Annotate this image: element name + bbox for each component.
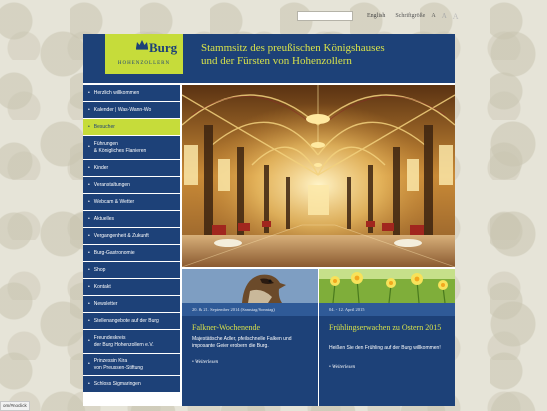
daffodils-picture [319,269,455,303]
logo-word: Burg [149,40,178,55]
read-more-link[interactable] [329,365,355,370]
bullet-icon: • [88,90,90,96]
sidebar-item-newsletter[interactable] [83,296,180,312]
hero-image [182,85,455,267]
card-date: 20. & 21. September 2014 (Samstag/Sonntag) [182,303,318,316]
page-tagline [201,42,385,68]
news-card-ostern [319,269,455,406]
card-title[interactable]: Frühlingserwachen zu Ostern 2015 [329,323,442,332]
font-size-medium-button[interactable]: A [441,12,447,20]
page-container [83,34,455,406]
gothic-hall-picture [182,85,455,267]
sidebar-item-prinzessin-kira[interactable] [83,354,180,375]
sidebar-item-label: Stellenangebote auf der Burg [93,318,159,324]
logo[interactable] [105,34,183,74]
tagline-line-1: Stammsitz des preußischen Königshauses [201,42,385,54]
sidebar-item-kalender[interactable] [83,102,180,118]
sidebar-item-label: Burg-Gastronomie [93,250,135,256]
bullet-icon: • [88,381,90,387]
card-body: Heißen Sie den Frühling auf der Burg willkommen! [329,345,441,351]
bullet-icon: • [88,216,90,222]
sidebar-item-label: Aktuelles [93,216,115,222]
header [83,34,455,83]
bullet-icon: • [88,301,90,307]
card-body: Majestätische Adler, pfeilschnelle Falken und imposante Geier erobern die Burg. [192,336,292,349]
bullet-icon: • [329,365,333,370]
bullet-icon: • [88,284,90,290]
sidebar-item-label: Shop [93,267,106,273]
sidebar-item-gastronomie[interactable] [83,245,180,261]
falcon-picture [182,269,318,303]
news-card-falkner [182,269,318,406]
card-date: 04. - 12. April 2015 [319,303,455,316]
sidebar-item-vergangenheit[interactable] [83,228,180,244]
bullet-icon: • [88,124,90,130]
font-size-label: Schriftgröße [395,13,426,19]
read-more-link[interactable] [192,360,218,365]
bullet-icon: • [88,182,90,188]
status-bar-url: om/#noclick [0,401,30,411]
falcon-image [182,269,318,303]
top-bar [297,10,459,22]
sidebar-item-label: Führungen & Königliches Flanieren [93,140,147,154]
sidebar-item-webcam-wetter[interactable] [83,194,180,210]
sidebar-item-kinder[interactable] [83,160,180,176]
sidebar-item-label: Herzlich willkommen [93,90,140,96]
font-size-large-button[interactable]: A [452,11,459,21]
sidebar-item-label: Kalender | Was-Wann-Wo [93,107,152,113]
bullet-icon: • [88,107,90,113]
daffodils-image [319,269,455,303]
sidebar-item-label: Vergangenheit & Zukunft [93,233,149,239]
bullet-icon: • [88,318,90,324]
sidebar-item-label: Besucher [93,124,115,130]
sidebar-item-label: Prinzessin Kira von Preussen-Stiftung [93,357,143,371]
sidebar-item-stellenangebote[interactable] [83,313,180,329]
sidebar-item-label: Webcam & Wetter [93,199,135,205]
bullet-icon: • [88,338,90,344]
logo-subtitle: HOHENZOLLERN [117,61,171,66]
read-more-label: Weiterlesen [195,360,219,365]
sidebar-item-herzlich-willkommen[interactable] [83,85,180,101]
bullet-icon: • [88,199,90,205]
sidebar-item-label: Newsletter [93,301,118,307]
card-title[interactable]: Falkner-Wochenende [192,323,261,332]
bullet-icon: • [88,250,90,256]
sidebar-item-label: Freundeskreis der Burg Hohenzollern e.V. [93,334,154,348]
sidebar-item-kontakt[interactable] [83,279,180,295]
tagline-line-2: und der Fürsten von Hohenzollern [201,55,352,67]
sidebar-item-shop[interactable] [83,262,180,278]
sidebar-item-veranstaltungen[interactable] [83,177,180,193]
sidebar-item-besucher[interactable] [83,119,180,135]
search-input[interactable] [297,11,353,21]
sidebar-item-label: Schloss Sigmaringen [93,381,141,387]
bullet-icon: • [88,233,90,239]
bullet-icon: • [192,360,196,365]
bullet-icon: • [88,165,90,171]
sidebar-item-freundeskreis[interactable] [83,330,180,353]
language-link-english[interactable]: English [367,13,386,19]
sidebar-item-label: Kinder [93,165,109,171]
crown-icon [135,39,149,50]
font-size-small-button[interactable]: A [431,13,436,19]
sidebar-item-aktuelles[interactable] [83,211,180,227]
read-more-label: Weiterlesen [332,365,356,370]
sidebar-item-label: Kontakt [93,284,111,290]
sidebar-nav [83,85,180,393]
bullet-icon: • [88,144,90,150]
sidebar-item-fuehrungen[interactable] [83,136,180,159]
bullet-icon: • [88,361,90,367]
bullet-icon: • [88,267,90,273]
sidebar-item-schloss-sigmaringen[interactable] [83,376,180,392]
sidebar-item-label: Veranstaltungen [93,182,130,188]
